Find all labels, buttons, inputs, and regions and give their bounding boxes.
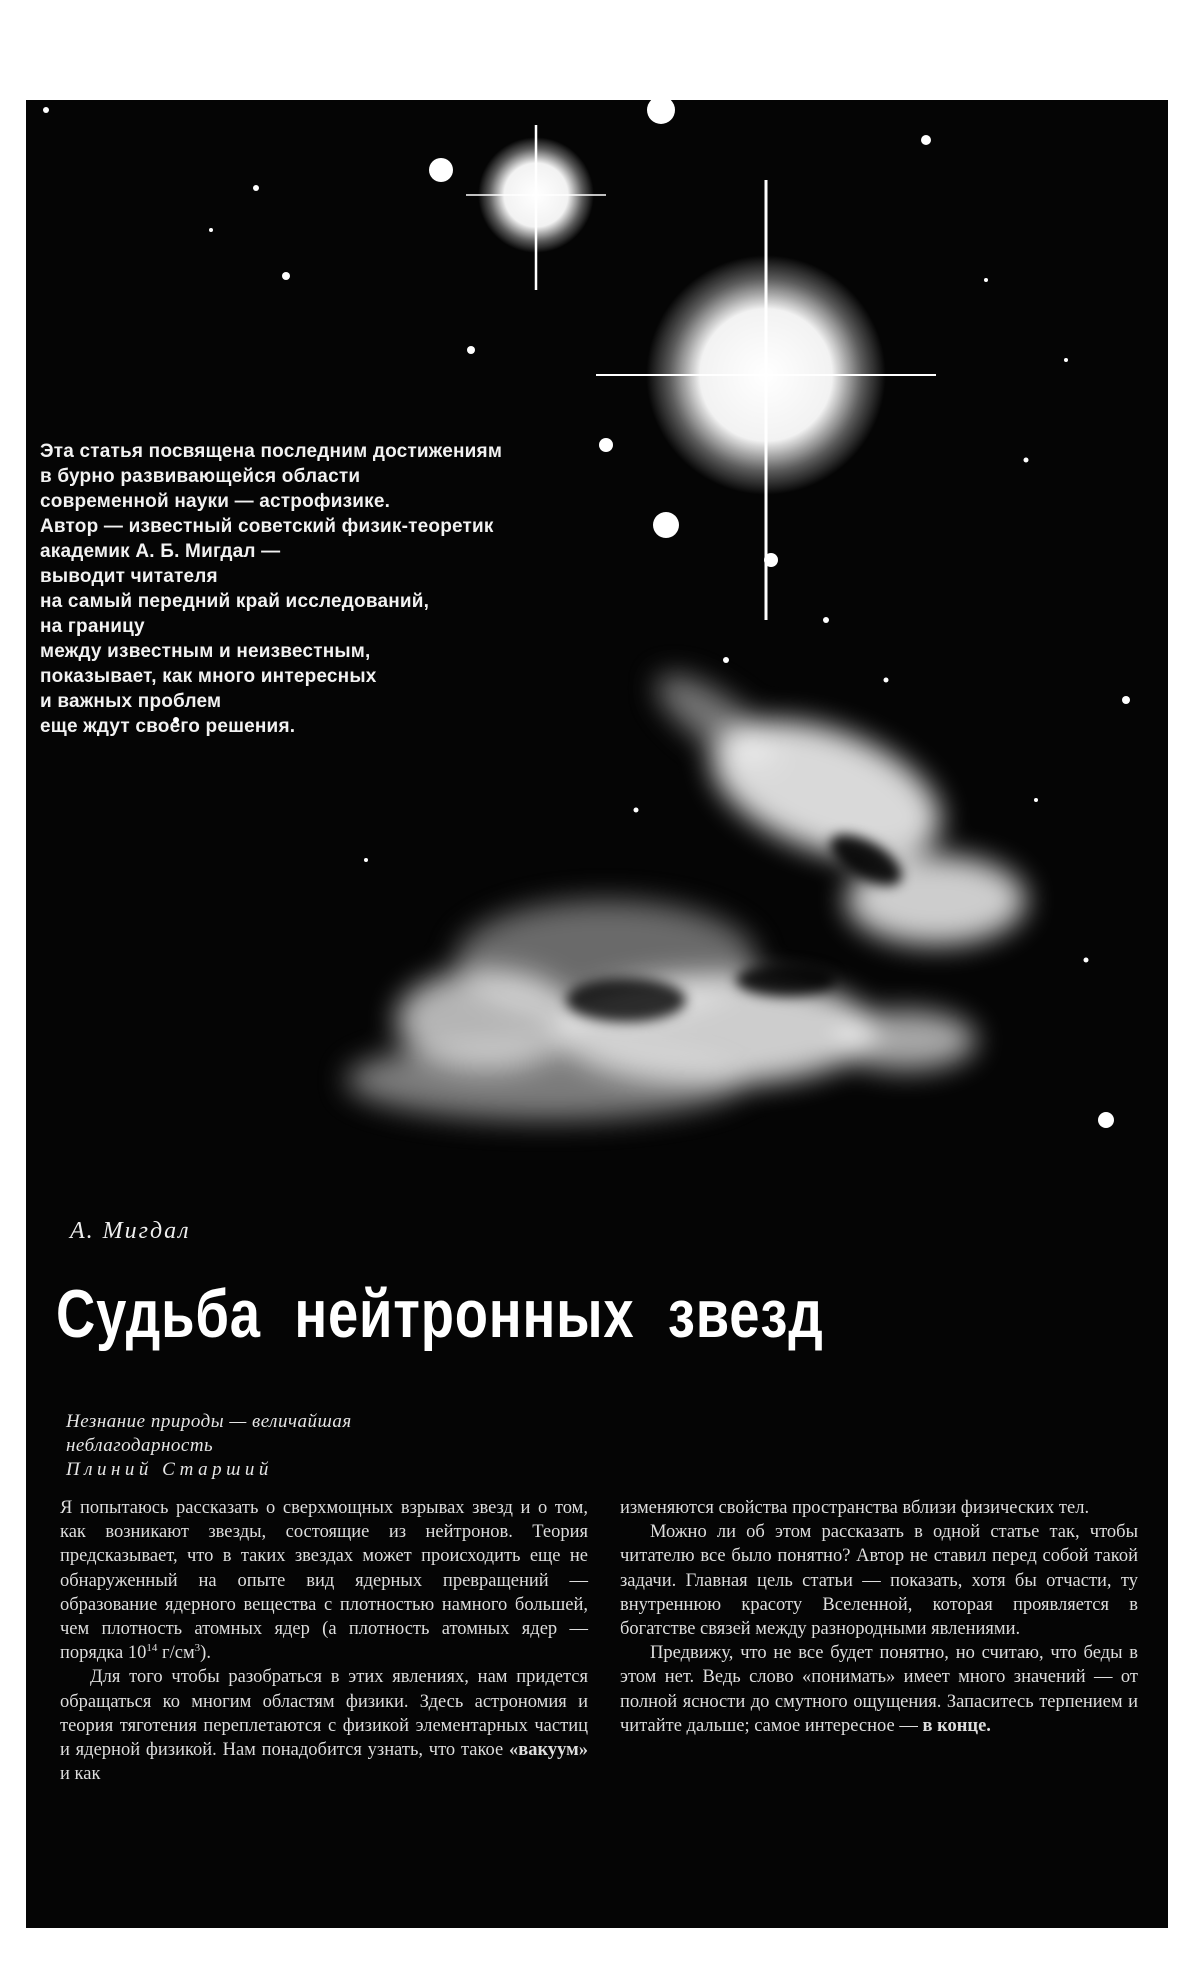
paragraph-text: Для того чтобы разобраться в этих явлениях, нам придется обращаться ко многим областям физики. Здесь астрономия и теория тяготения переплетаются с физикой элементарных частиц и ядерной физикой. Нам понадобится узнать, что такое [60,1667,588,1761]
intro-lead [40,439,600,739]
epigraph-line: Незнание природы — величайшая [66,1411,352,1432]
exponent: 3 [194,1642,201,1655]
intro-line: между известным и неизвестным, [40,641,371,662]
bold-term: в конце. [922,1715,991,1736]
magazine-page [26,100,1168,1928]
paragraph-text: Предвижу, что не все будет понятно, но считаю, что беды в этом нет. Ведь слово «понимать» имеет много значений — от полной ясности до смутного ощущения. Запаситесь терпением и читайте дальше; самое интересное — [620,1643,1138,1736]
article-title: Судьба нейтронных звезд [56,1276,824,1352]
intro-line: современной науки — астрофизике. [40,491,391,512]
paragraph: изменяются свойства пространства вблизи физических тел. [620,1498,1090,1518]
paragraph-text: и как [60,1764,101,1785]
paragraph [620,1641,1138,1738]
epigraph-attribution: Плиний Старший [66,1459,273,1480]
bold-term: «вакуум» [509,1740,588,1761]
exponent: 14 [146,1642,158,1655]
paragraph [60,1665,588,1786]
epigraph [66,1410,352,1482]
intro-line: в бурно развивающейся области [40,466,361,487]
intro-line: Автор — известный советский физик-теоретик [40,516,494,537]
intro-line: показывает, как много интересных [40,666,377,687]
intro-line: академик А. Б. Мигдал — [40,541,281,562]
paragraph-text: ). [200,1643,211,1664]
paragraph-text: г/см [157,1643,195,1664]
paragraph-text: Я попытаюсь рассказать о сверхмощных взрывах звезд и о том, как возникают звезды, состоящие из нейтронов. Теория предсказывает, что в таких звездах может происходить еще не обнаруженный на опыте вид ядерных превращений — образование ядерного вещества с плотностью намного большей, чем плотность атомных ядер (а плотность атомных ядер — порядка 10 [60,1498,588,1664]
body-column-right [620,1496,1138,1738]
paragraph: Можно ли об этом рассказать в одной статье так, чтобы читателю все было понятно? Автор не ставил перед собой такой задачи. Главная цель статьи — показать, хотя бы отчасти, ту внутреннюю красоту Вселенной, которая проявляется в богатстве связей между разнородными явлениями. [620,1522,1138,1640]
intro-line: и важных проблем [40,691,222,712]
intro-line: на границу [40,616,145,637]
bright-star-large [596,180,936,620]
body-column-left [60,1496,588,1786]
intro-line: на самый передний край исследований, [40,591,430,612]
intro-line: Эта статья посвящена последним достижениям [40,441,503,462]
intro-line: еще ждут своего решения. [40,716,296,737]
intro-line: выводит читателя [40,566,218,587]
paragraph [60,1496,588,1665]
epigraph-line: неблагодарность [66,1435,214,1456]
article-author: А. Мигдал [70,1218,191,1244]
bright-star-upper [466,125,606,290]
